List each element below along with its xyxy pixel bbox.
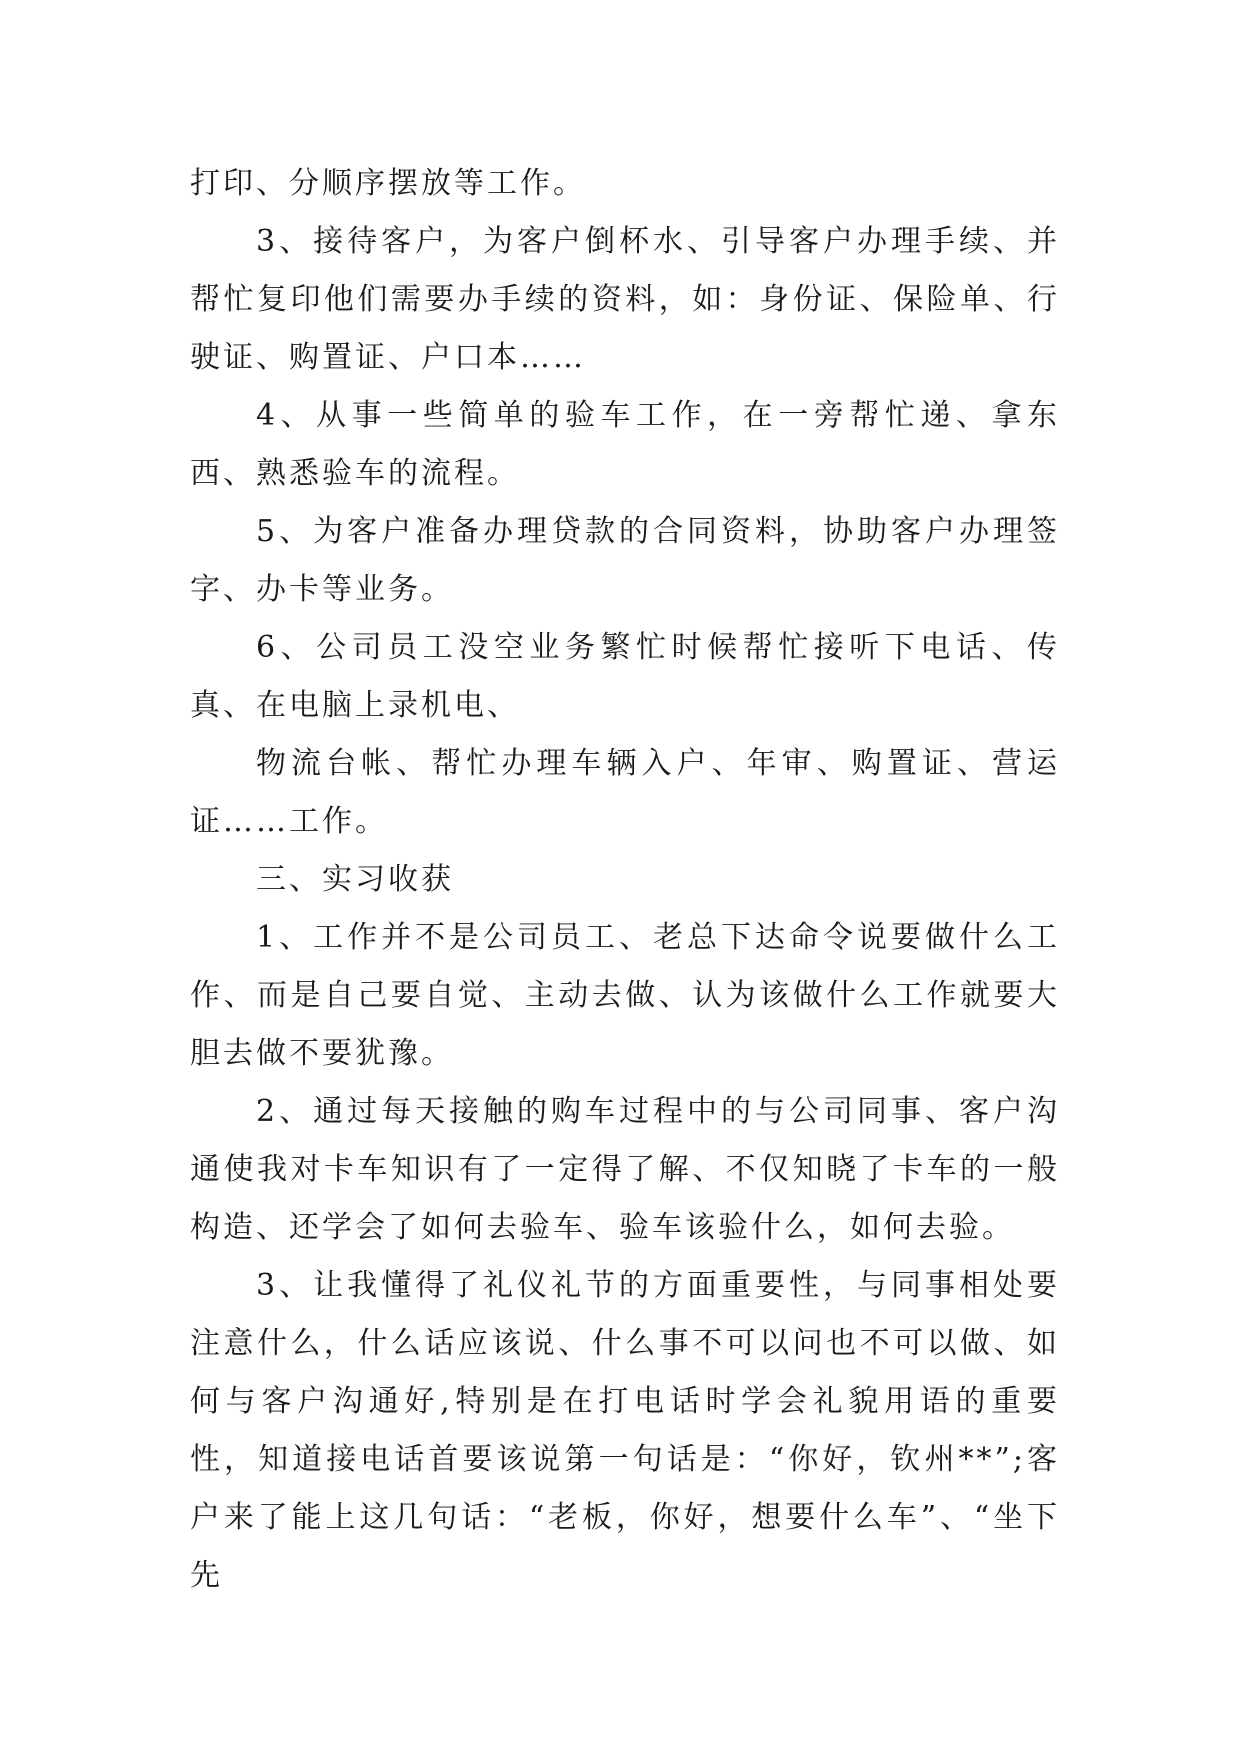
paragraph-2: 3、接待客户，为客户倒杯水、引导客户办理手续、并帮忙复印他们需要办手续的资料，如：身份证、保险单、行驶证、购置证、户口本…… (190, 224, 1060, 375)
paragraph-6: 物流台帐、帮忙办理车辆入户、年审、购置证、营运证……工作。 (190, 746, 1060, 839)
paragraph-4: 5、为客户准备办理贷款的合同资料，协助客户办理签字、办卡等业务。 (190, 514, 1060, 607)
body-text (190, 155, 1060, 1605)
paragraph-7: 1、工作并不是公司员工、老总下达命令说要做什么工作、而是自己要自觉、主动去做、认为该做什么工作就要大胆去做不要犹豫。 (190, 920, 1060, 1071)
section-heading: 三、实习收获 (256, 862, 454, 897)
paragraph-9: 3、让我懂得了礼仪礼节的方面重要性，与同事相处要注意什么，什么话应该说、什么事不可以问也不可以做、如何与客户沟通好,特别是在打电话时学会礼貌用语的重要性，知道接电话首要该说第一句话是：“你好，钦州**”;客户来了能上这几句话：“老板，你好，想要什么车”、“坐下先 (190, 1268, 1060, 1593)
paragraph-3: 4、从事一些简单的验车工作，在一旁帮忙递、拿东西、熟悉验车的流程。 (190, 398, 1060, 491)
paragraph-5: 6、公司员工没空业务繁忙时候帮忙接听下电话、传真、在电脑上录机电、 (190, 630, 1060, 723)
paragraph-8: 2、通过每天接触的购车过程中的与公司同事、客户沟通使我对卡车知识有了一定得了解、不仅知晓了卡车的一般构造、还学会了如何去验车、验车该验什么，如何去验。 (190, 1094, 1060, 1245)
paragraph-1: 打印、分顺序摆放等工作。 (190, 166, 586, 201)
